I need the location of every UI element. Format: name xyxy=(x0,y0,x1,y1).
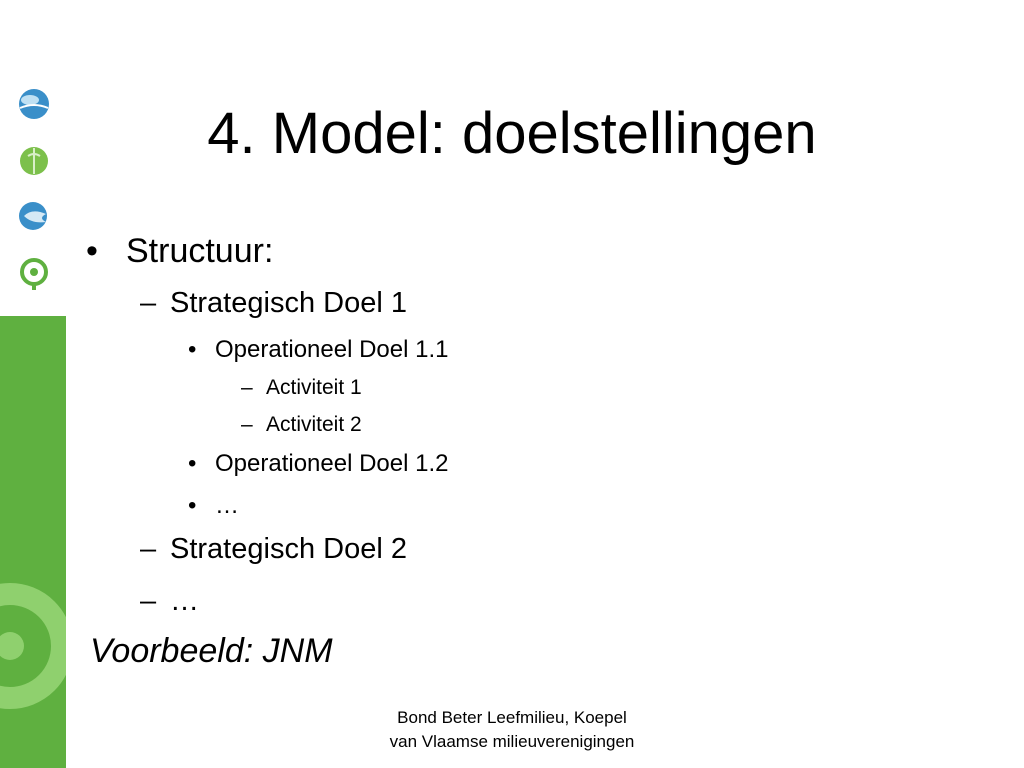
footer-line-2: van Vlaamse milieuverenigingen xyxy=(389,732,635,751)
dash-marker: – xyxy=(241,413,253,436)
bullet-text: … xyxy=(215,492,239,519)
bullet-text: Activiteit 1 xyxy=(266,376,362,399)
dash-marker: – xyxy=(140,585,157,617)
bullet-marker: • xyxy=(188,492,197,519)
bullet-text: Strategisch Doel 1 xyxy=(170,287,407,319)
bullet-marker: • xyxy=(86,232,98,270)
location-ring-icon xyxy=(16,256,52,292)
footer xyxy=(352,706,672,754)
dash-marker: – xyxy=(241,376,253,399)
green-side-bar xyxy=(0,316,66,768)
bullet-text: … xyxy=(170,585,199,617)
bullet-text: Structuur: xyxy=(126,232,274,270)
dash-marker: – xyxy=(140,533,157,565)
bullet-text: Operationeel Doel 1.2 xyxy=(215,450,449,477)
bullet-text: Operationeel Doel 1.1 xyxy=(215,336,449,363)
dash-marker: – xyxy=(140,287,157,319)
bird-globe-icon xyxy=(16,198,52,234)
bullet-text: Strategisch Doel 2 xyxy=(170,533,407,565)
bullet-marker: • xyxy=(188,450,197,477)
watermark-ring-icon xyxy=(0,316,66,768)
bullet-text: Activiteit 2 xyxy=(266,413,362,436)
slide-title: 4. Model: doelstellingen xyxy=(207,101,817,166)
bullet-marker: • xyxy=(188,336,197,363)
example-label: Voorbeeld: JNM xyxy=(90,632,333,670)
footer-line-1: Bond Beter Leefmilieu, Koepel xyxy=(397,708,627,727)
